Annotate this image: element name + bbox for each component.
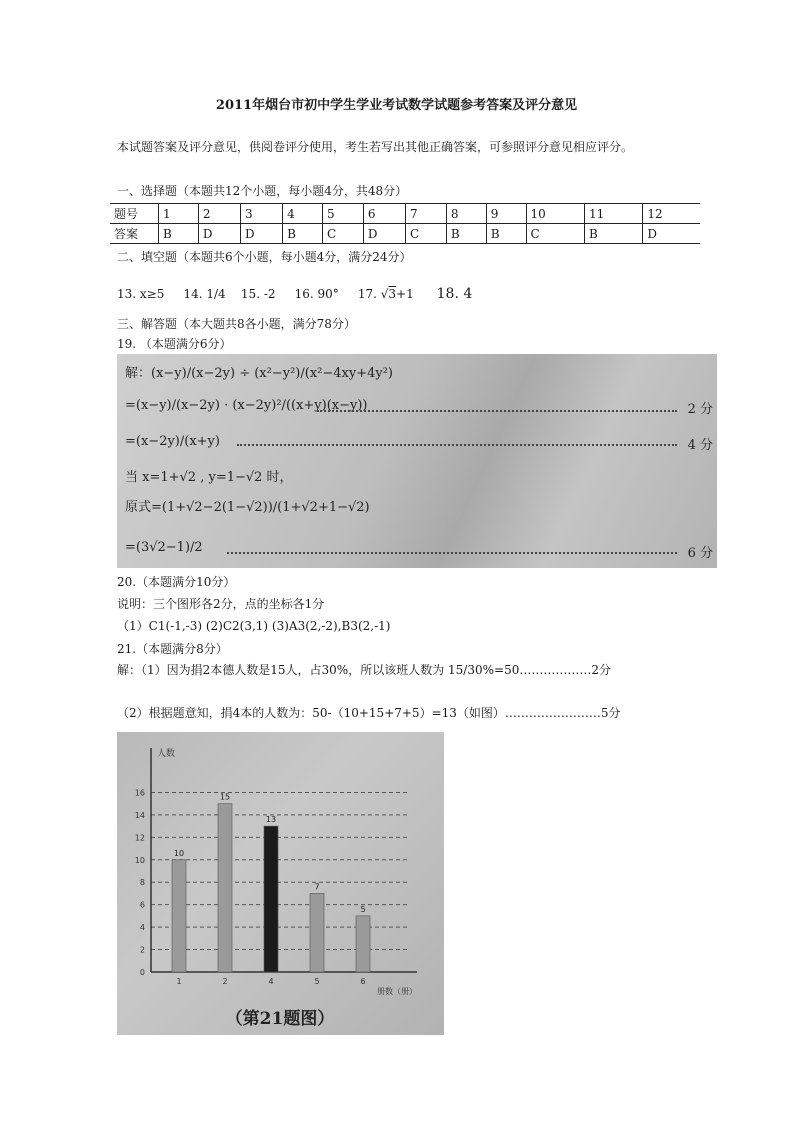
table-cell: 5 — [322, 204, 363, 224]
table-cell: 8 — [446, 204, 486, 224]
bar — [264, 826, 278, 972]
table-cell: 7 — [405, 204, 446, 224]
q19-score-2: 4 分 — [687, 438, 713, 453]
dotted-leader — [237, 444, 677, 446]
table-cell: 6 — [363, 204, 405, 224]
q19-line-1: 解：(x−y)/(x−2y) ÷ (x²−y²)/(x²−4xy+4y²) — [125, 366, 393, 381]
q19-line-4: 当 x=1+√2 , y=1−√2 时， — [125, 470, 293, 485]
q19-score-1: 2 分 — [687, 402, 713, 417]
table-cell: C — [526, 224, 584, 244]
q20-note: 说明：三个图形各2分，点的坐标各1分 — [117, 597, 325, 611]
fill-in-answers: 13. x≥5 14. 1/4 15. -2 16. 90° 17. √3+1 18. 4 — [117, 286, 473, 302]
table-cell: D — [240, 224, 282, 244]
table-cell: 11 — [584, 204, 642, 224]
bar — [172, 860, 186, 972]
chart-caption: （第21题图） — [225, 1009, 335, 1029]
y-axis-label: 人数 — [157, 749, 176, 759]
y-tick-label: 16 — [134, 788, 145, 798]
x-tick-label: 4 — [268, 977, 274, 986]
table-cell: B — [283, 224, 323, 244]
q19-line-6: =(3√2−1)/2 — [125, 540, 203, 555]
data-label: 5 — [360, 904, 366, 914]
table-cell: B — [486, 224, 526, 244]
y-tick-label: 6 — [139, 900, 145, 910]
section2-heading: 二、填空题（本题共6个小题，每小题4分，满分24分） — [117, 250, 412, 264]
bar — [356, 916, 370, 972]
q19-line-2: =(x−y)/(x−2y) · (x−2y)²/((x+y)(x−y)) — [125, 398, 368, 413]
dotted-leader — [227, 552, 677, 554]
table-cell: 4 — [283, 204, 323, 224]
q21-chart-photo — [117, 732, 444, 1035]
y-tick-label: 8 — [139, 878, 145, 888]
x-tick-label: 6 — [360, 977, 366, 986]
x-axis-label: 册数（册） — [377, 987, 417, 996]
row-label-answer: 答案 — [110, 224, 159, 244]
table-cell: B — [159, 224, 199, 244]
answer-15: 15. -2 — [240, 287, 276, 301]
answer-17-radicand: 3 — [388, 287, 397, 301]
table-cell: C — [405, 224, 446, 244]
data-label: 7 — [314, 882, 320, 892]
answer-16: 16. 90° — [294, 287, 339, 301]
answer-table — [110, 203, 700, 244]
data-label: 13 — [265, 815, 277, 825]
table-cell: 2 — [198, 204, 240, 224]
intro-text: 本试题答案及评分意见，供阅卷评分使用，考生若写出其他正确答案，可参照评分意见相应评分。 — [117, 140, 634, 154]
table-cell: B — [446, 224, 486, 244]
q21-part2: （2）根据题意知，捐4本的人数为：50-（10+15+7+5）=13（如图）……………………5分 — [117, 706, 621, 720]
q19-heading: 19. （本题满分6分） — [117, 337, 232, 351]
q21-heading: 21.（本题满分8分） — [117, 642, 228, 656]
q20-answer: （1）C1(-1,-3) (2)C2(3,1) (3)A3(2,-2),B3(2,-1) — [117, 619, 391, 633]
table-cell: D — [363, 224, 405, 244]
table-cell: 3 — [240, 204, 282, 224]
q21-part1: 解：（1）因为捐2本德人数是15人，占30%，所以该班人数为 15/30%=50………………2分 — [117, 663, 611, 677]
q19-line-5: 原式=(1+√2−2(1−√2))/(1+√2+1−√2) — [125, 500, 370, 515]
table-cell: D — [198, 224, 240, 244]
y-tick-label: 12 — [134, 833, 145, 843]
q19-solution-photo — [117, 354, 717, 568]
bar-chart — [117, 732, 444, 1035]
question-number-row — [110, 204, 700, 224]
table-cell: 9 — [486, 204, 526, 224]
row-label-question: 题号 — [110, 204, 159, 224]
data-label: 15 — [219, 792, 231, 802]
page-title: 2011年烟台市初中学生学业考试数学试题参考答案及评分意见 — [215, 98, 578, 113]
y-tick-label: 2 — [139, 945, 145, 955]
section3-heading: 三、解答题（本大题共8各小题，满分78分） — [117, 317, 356, 331]
answer-17-tail: +1 — [396, 287, 414, 301]
x-tick-label: 2 — [222, 977, 228, 986]
answer-13: 13. x≥5 — [117, 287, 165, 301]
q19-line-3: =(x−2y)/(x+y) — [125, 434, 220, 449]
answer-14: 14. 1/4 — [183, 287, 226, 301]
table-cell: 10 — [526, 204, 584, 224]
answer-row — [110, 224, 700, 244]
table-cell: C — [322, 224, 363, 244]
q20-heading: 20.（本题满分10分） — [117, 575, 236, 589]
bar — [310, 893, 324, 972]
y-tick-label: 14 — [134, 810, 145, 820]
y-tick-label: 4 — [139, 923, 145, 933]
answer-17-number: 17. — [357, 287, 377, 301]
y-tick-label: 10 — [134, 855, 145, 865]
table-cell: 1 — [159, 204, 199, 224]
data-label: 10 — [173, 848, 185, 858]
x-tick-label: 1 — [176, 977, 182, 986]
x-tick-label: 5 — [314, 977, 320, 986]
q19-score-3: 6 分 — [687, 546, 713, 561]
answer-18: 18. 4 — [436, 286, 473, 302]
dotted-leader — [317, 410, 677, 412]
table-cell: D — [643, 224, 700, 244]
section1-heading: 一、选择题（本题共12个小题，每小题4分，共48分） — [117, 184, 408, 198]
table-cell: 12 — [643, 204, 700, 224]
y-tick-label: 0 — [139, 968, 145, 977]
bar — [218, 804, 232, 972]
table-cell: B — [584, 224, 642, 244]
